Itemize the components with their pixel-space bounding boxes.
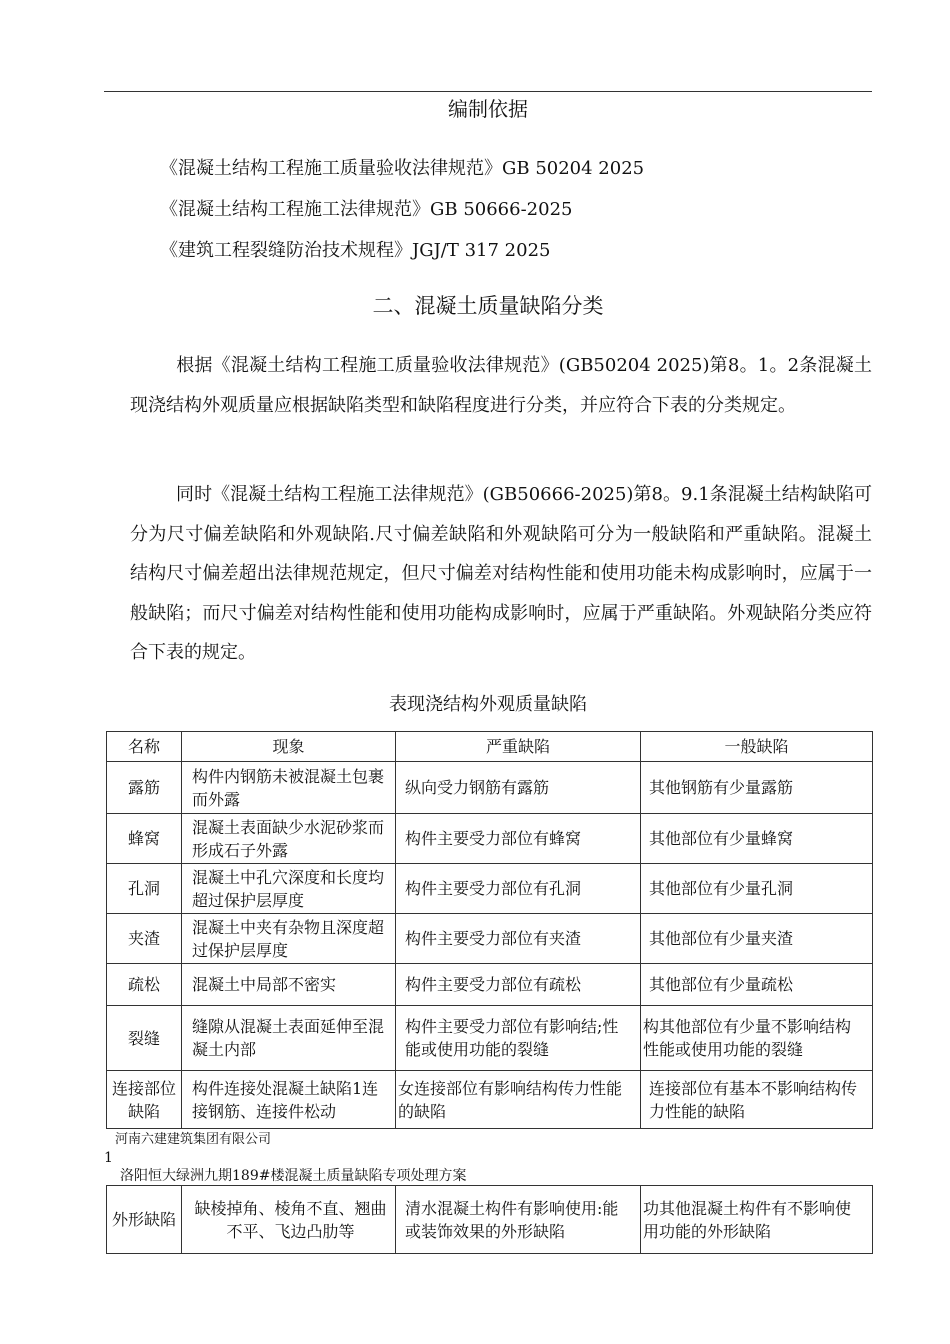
header-cell: 一般缺陷 [641, 732, 873, 762]
defect-phenomenon: 缝隙从混凝土表面延伸至混凝土内部 [182, 1006, 396, 1071]
general-defect: 其他部位有少量蜂窝 [641, 814, 873, 864]
table-row [107, 864, 873, 914]
defect-phenomenon: 混凝土中局部不密实 [182, 964, 396, 1006]
general-defect: 其他钢筋有少量露筋 [641, 762, 873, 814]
defect-name: 孔洞 [107, 864, 182, 914]
general-defect: 其他部位有少量夹渣 [641, 914, 873, 964]
defect-phenomenon: 构件内钢筋未被混凝土包裹而外露 [182, 762, 396, 814]
reference-item: 《混凝土结构工程施工质量验收法律规范》GB 50204 2025 [160, 158, 645, 179]
section-heading-basis: 编制依据 [448, 97, 528, 121]
defect-name: 连接部位缺陷 [107, 1071, 182, 1129]
general-defect: 连接部位有基本不影响结构传力性能的缺陷 [641, 1071, 873, 1129]
section-title: 二、混凝土质量缺陷分类 [372, 294, 604, 318]
header-cell: 名称 [107, 732, 182, 762]
defect-table [106, 731, 873, 1129]
general-defect: 其他部位有少量疏松 [641, 964, 873, 1006]
running-header: 洛阳恒大绿洲九期189#楼混凝土质量缺陷专项处理方案 [120, 1168, 467, 1184]
defect-phenomenon: 混凝土中孔穴深度和长度均超过保护层厚度 [182, 864, 396, 914]
severe-defect: 构件主要受力部位有孔洞 [396, 864, 641, 914]
header-cell: 现象 [182, 732, 396, 762]
defect-phenomenon: 缺棱掉角、棱角不直、翘曲不平、飞边凸肋等 [182, 1186, 396, 1254]
severe-defect: 构件主要受力部位有影响结;性能或使用功能的裂缝 [396, 1006, 641, 1071]
body-paragraph [130, 475, 872, 673]
top-rule [104, 91, 872, 92]
header-cell: 严重缺陷 [396, 732, 641, 762]
severe-defect: 构件主要受力部位有蜂窝 [396, 814, 641, 864]
defect-name: 疏松 [107, 964, 182, 1006]
severe-defect: 女连接部位有影响结构传力性能的缺陷 [396, 1071, 641, 1129]
defect-table-continued [106, 1185, 873, 1254]
table-row [107, 762, 873, 814]
table-caption: 表现浇结构外观质量缺陷 [389, 694, 587, 715]
defect-phenomenon: 构件连接处混凝土缺陷1连接钢筋、连接件松动 [182, 1071, 396, 1129]
defect-name: 裂缝 [107, 1006, 182, 1071]
defect-phenomenon: 混凝土表面缺少水泥砂浆而形成石子外露 [182, 814, 396, 864]
footer-company: 河南六建建筑集团有限公司 [115, 1132, 272, 1147]
table-header-row [107, 732, 873, 762]
general-defect: 功其他混凝土构件有不影响使用功能的外形缺陷 [641, 1186, 873, 1254]
table-row [107, 1006, 873, 1071]
table-row [107, 1186, 873, 1254]
severe-defect: 纵向受力钢筋有露筋 [396, 762, 641, 814]
defect-phenomenon: 混凝土中夹有杂物且深度超过保护层厚度 [182, 914, 396, 964]
reference-item: 《建筑工程裂缝防治技术规程》JGJ/T 317 2025 [160, 240, 551, 261]
table-row [107, 964, 873, 1006]
defect-name: 露筋 [107, 762, 182, 814]
defect-name: 夹渣 [107, 914, 182, 964]
severe-defect: 清水混凝土构件有影响使用:能或装饰效果的外形缺陷 [396, 1186, 641, 1254]
paragraph-text: 根据《混凝土结构工程施工质量验收法律规范》(GB50204 2025)第8。1。2条混凝土现浇结构外观质量应根据缺陷类型和缺陷程度进行分类，并应符合下表的分类规定。 [130, 355, 872, 416]
page-number: 1 [104, 1150, 113, 1166]
defect-name: 外形缺陷 [107, 1186, 182, 1254]
severe-defect: 构件主要受力部位有疏松 [396, 964, 641, 1006]
severe-defect: 构件主要受力部位有夹渣 [396, 914, 641, 964]
defect-name: 蜂窝 [107, 814, 182, 864]
paragraph-text: 同时《混凝土结构工程施工法律规范》(GB50666-2025)第8。9.1条混凝土结构缺陷可分为尺寸偏差缺陷和外观缺陷.尺寸偏差缺陷和外观缺陷可分为一般缺陷和严重缺陷。混凝土结构尺寸偏差超出法律规范规定，但尺寸偏差对结构性能和使用功能未构成影响时，应属于一般缺陷；而尺寸偏差对结构性能和使用功能构成影响时，应属于严重缺陷。外观缺陷分类应符合下表的规定。 [130, 484, 872, 663]
table-row [107, 914, 873, 964]
table-row [107, 814, 873, 864]
reference-item: 《混凝土结构工程施工法律规范》GB 50666-2025 [160, 199, 573, 220]
general-defect: 其他部位有少量孔洞 [641, 864, 873, 914]
general-defect: 构其他部位有少量不影响结构性能或使用功能的裂缝 [641, 1006, 873, 1071]
body-paragraph [130, 346, 872, 425]
table-row [107, 1071, 873, 1129]
